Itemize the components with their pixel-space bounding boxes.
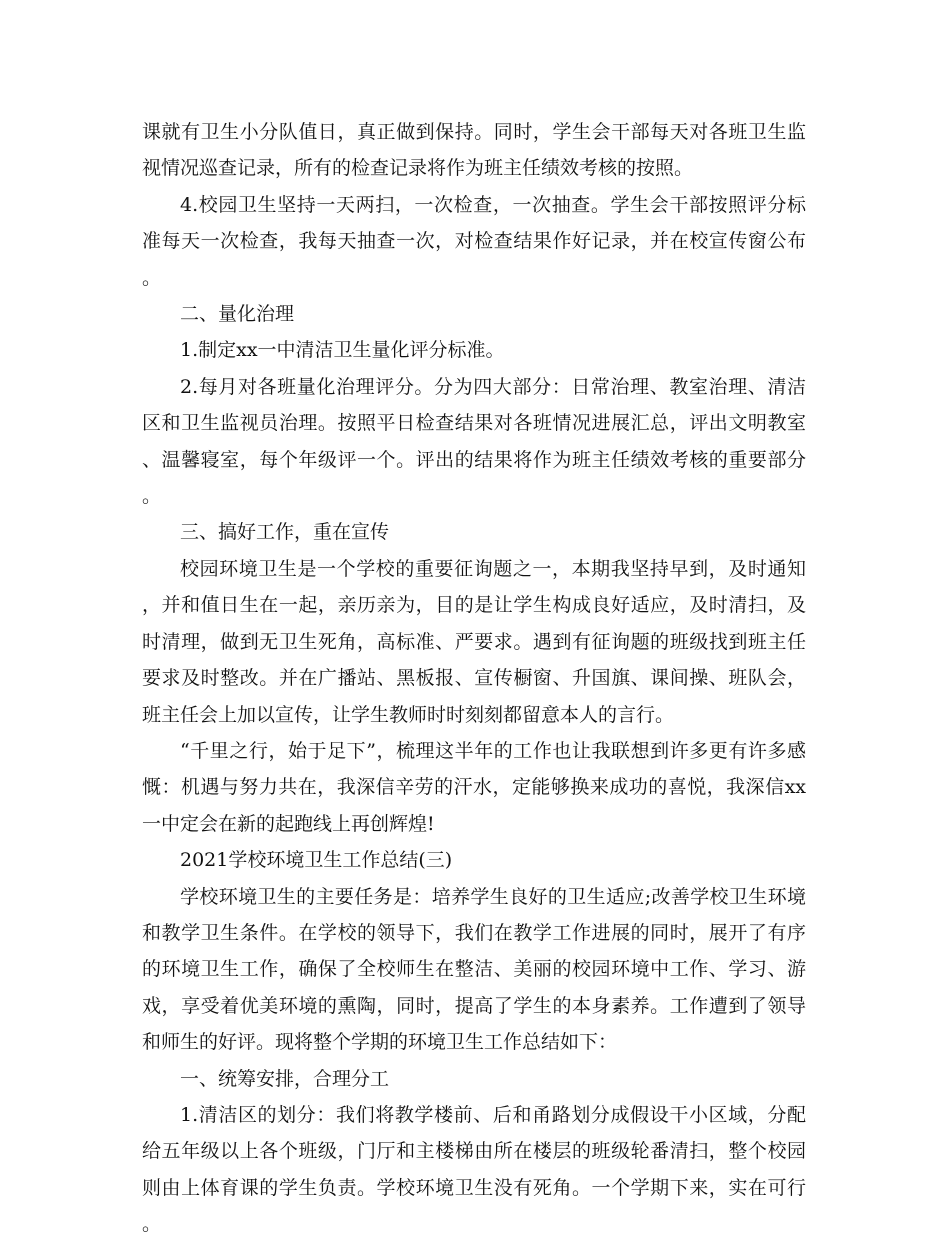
paragraph-10: 学校环境卫生的主要任务是：培养学生良好的卫生适应;改善学校卫生环境和教学卫生条件。在学校的领导下，我们在教学工作进展的同时，展开了有序的环境卫生工作，确保了全校师生在整洁、美丽的校园环境中工作、学习、游戏，享受着优美环境的熏陶，同时，提高了学生的本身素养。工作遭到了领导和师生的好评。现将整个学期的环境卫生工作总结如下： [142,885,806,1054]
paragraph-8: “千里之行，始于足下”，梳理这半年的工作也让我联想到许多更有许多感慨：机遇与努力共在，我深信辛劳的汗水，定能够换来成功的喜悦，我深信xx一中定会在新的起跑线上再创辉煌! [142,739,806,835]
section-heading-2: 二、量化治理 [180,303,295,326]
paragraph-4: 1.制定xx一中清洁卫生量化评分标准。 [180,339,505,362]
paragraph-7: 校园环境卫生是一个学校的重要征询题之一，本期我坚持早到，及时通知，并和值日生在一起，亲历亲为，目的是让学生构成良好适应，及时清扫，及时清理，做到无卫生死角，高标准、严要求。遇到有征询题的班级找到班主任要求及时整改。并在广播站、黑板报、宣传橱窗、升国旗、课间操、班队会，班主任会上加以宣传，让学生教师时时刻刻都留意本人的言行。 [142,557,806,726]
paragraph-1: 课就有卫生小分队值日，真正做到保持。同时，学生会干部每天对各班卫生监视情况巡查记录，所有的检查记录将作为班主任绩效考核的按照。 [142,121,806,180]
paragraph-12: 1.清洁区的划分：我们将教学楼前、后和甬路划分成假设干小区域，分配给五年级以上各个班级，门厅和主楼梯由所在楼层的班级轮番清扫，整个校园则由上体育课的学生负责。学校环境卫生没有死角。一个学期下来，实在可行。 [142,1103,806,1236]
paragraph-2: 4.校园卫生坚持一天两扫，一次检查，一次抽查。学生会干部按照评分标准每天一次检查，我每天抽查一次，对检查结果作好记录，并在校宣传窗公布。 [142,193,806,289]
document-body [142,114,806,1243]
section-heading-1: 一、统筹安排，合理分工 [180,1067,390,1090]
paragraph-5: 2.每月对各班量化治理评分。分为四大部分：日常治理、教室治理、清洁区和卫生监视员治理。按照平日检查结果对各班情况进展汇总，评出文明教室、温馨寝室，每个年级评一个。评出的结果将作为班主任绩效考核的重要部分。 [142,375,806,508]
section-heading-3: 三、搞好工作，重在宣传 [180,521,390,544]
document-subtitle: 2021学校环境卫生工作总结(三) [180,849,453,872]
